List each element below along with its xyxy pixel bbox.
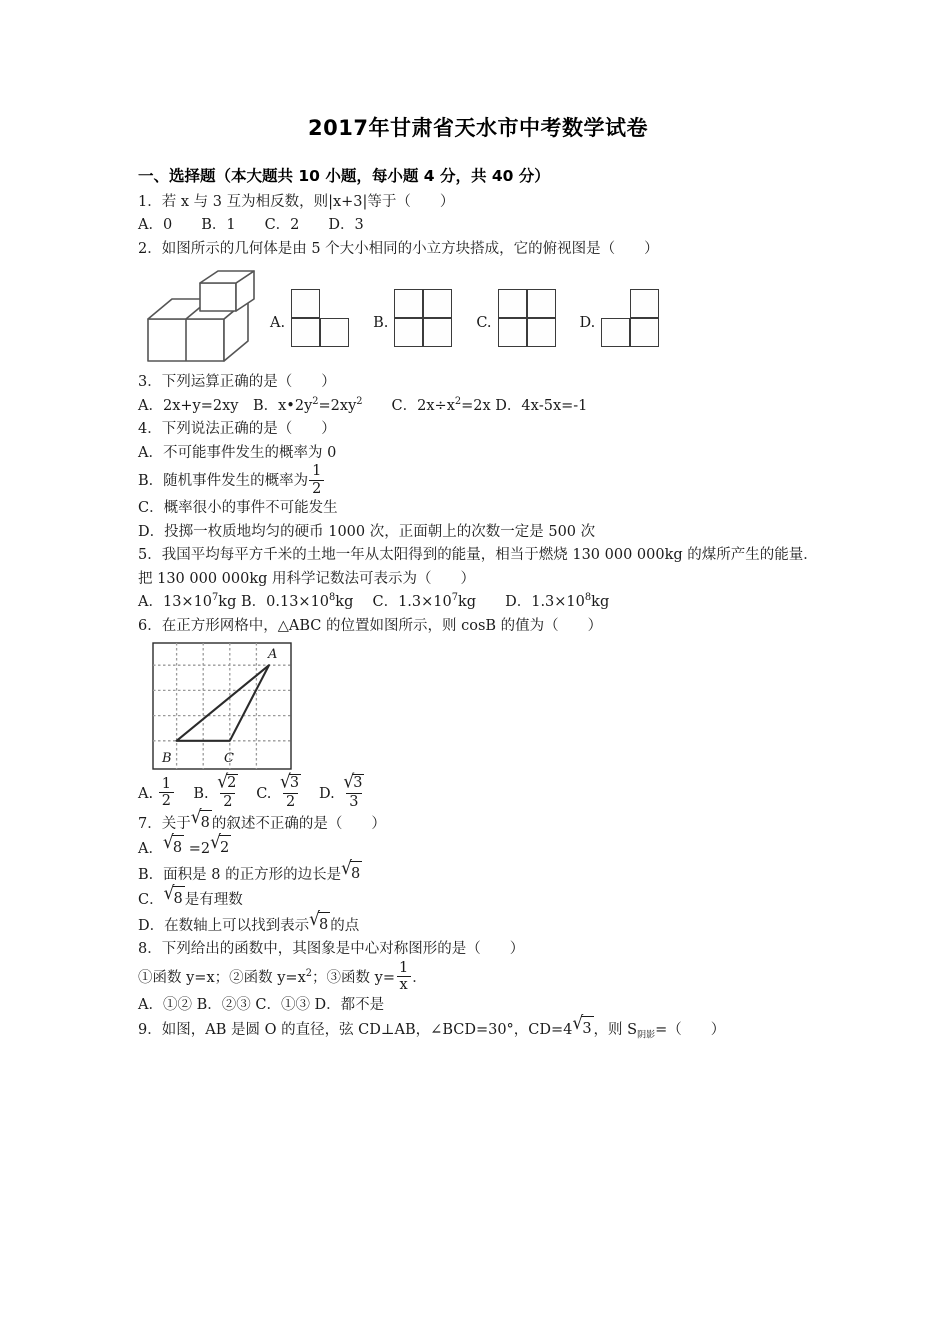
- q7-opt-d-tail: 的点: [330, 917, 360, 934]
- q8-func-mid: ；③函数 y=: [312, 969, 395, 986]
- fraction-numerator: [277, 771, 304, 794]
- q9-stem-pre: 如图，AB 是圆 O 的直径，弦 CD⊥AB，∠BCD=30°，CD=4: [161, 1022, 573, 1039]
- q6-opt-b-label: B.: [193, 785, 209, 802]
- radicand: 3: [353, 775, 363, 792]
- grid-cell-top-right: [630, 289, 659, 318]
- q4-number: 4．: [138, 421, 162, 438]
- fraction-c: [277, 771, 304, 811]
- question-3-options: [138, 395, 818, 418]
- q8-stem-text: 下列给出的函数中，其图象是中心对称图形的是（ ）: [161, 941, 525, 958]
- q7-opt-c-label: C．: [138, 892, 164, 909]
- fraction-d: [340, 771, 367, 811]
- grid-cell-bottom-left: [291, 318, 320, 347]
- q5-option-d: D．1.3×10: [490, 594, 585, 611]
- q5-opt-a-unit: kg: [218, 594, 237, 611]
- radical-sign: √: [217, 771, 229, 794]
- q5-opt-c-exponent: 7: [451, 592, 459, 604]
- q7-opt-d-label: D．: [138, 917, 165, 934]
- fraction-numerator: 1: [161, 775, 171, 792]
- q2-option-c-grid: [498, 289, 556, 347]
- grid-cell-bottom-right: [320, 318, 349, 347]
- cube-stack-figure: [144, 267, 264, 371]
- q7-stem-post: 的叙述不正确的是（ ）: [211, 815, 386, 832]
- grid-cell-bottom-left: [601, 318, 630, 347]
- fraction-numerator: [340, 771, 367, 794]
- fraction-denominator: 2: [159, 792, 174, 809]
- question-9-stem: [138, 1013, 818, 1042]
- q2-stem-text: 如图所示的几何体是由 5 个大小相同的小立方块搭成，它的俯视图是（ ）: [161, 240, 659, 257]
- q3-opt-c-exponent: 2: [454, 396, 462, 408]
- q3-opt-a-exponent-2: 2: [356, 396, 363, 408]
- question-7-option-c: [138, 883, 818, 912]
- q3-stem-text: 下列运算正确的是（ ）: [161, 374, 336, 391]
- q2-option-d[interactable]: [580, 289, 660, 347]
- vertex-label-a: A: [268, 647, 278, 663]
- radicand: 3: [289, 775, 300, 792]
- q6-number: 6．: [138, 617, 162, 634]
- q5-option-c: C．1.3×10: [367, 594, 452, 611]
- q4-opt-b-text: B．随机事件发生的概率为: [138, 473, 309, 490]
- grid-cell-top-left: [291, 289, 320, 318]
- question-4-option-d: D．投掷一枚质地均匀的硬币 1000 次，正面朝上的次数一定是 500 次: [138, 523, 596, 540]
- q5-opt-d-exponent: 8: [584, 592, 592, 604]
- radical-icon: [162, 832, 184, 860]
- q6-option-b[interactable]: [193, 771, 242, 811]
- page-content: [138, 112, 818, 1057]
- fraction-one-over-x: [396, 961, 411, 993]
- q7-opt-b-text: 面积是 8 的正方形的边长是: [163, 866, 342, 883]
- question-6-stem: [138, 615, 818, 638]
- radical-sign: √: [341, 857, 353, 880]
- radical-sign: √: [210, 832, 222, 854]
- q2-option-d-grid: [601, 289, 659, 347]
- fraction-numerator: [214, 771, 241, 794]
- question-8-function-list: [138, 959, 818, 994]
- question-3-stem: [138, 371, 818, 394]
- question-7-option-b: [138, 857, 818, 887]
- fraction-b: [214, 771, 241, 811]
- vertex-label-b: B: [162, 751, 172, 767]
- fraction-denominator: 2: [283, 793, 298, 810]
- q5-number: 5．: [138, 547, 162, 564]
- question-6-figure: [152, 642, 292, 774]
- radical-icon: [163, 883, 185, 911]
- radical-icon: [572, 1013, 593, 1041]
- q6-option-a[interactable]: [138, 775, 175, 810]
- grid-cell-top-left: [498, 289, 527, 318]
- q7-stem-pre: 关于: [161, 815, 191, 832]
- radical-sign: √: [162, 832, 174, 854]
- q9-stem-post: =（ ）: [655, 1022, 726, 1039]
- q3-opt-a-mid: =2xy: [318, 397, 357, 414]
- grid-cell-bottom-right: [423, 318, 452, 347]
- radicand: 8: [318, 912, 330, 937]
- q7-opt-a-mid: =2: [184, 841, 211, 858]
- q7-number: 7．: [138, 815, 162, 832]
- radical-icon: [190, 806, 212, 835]
- radicand: 8: [200, 810, 212, 835]
- radicand: 2: [227, 775, 237, 792]
- q9-number: 9．: [138, 1022, 162, 1039]
- grid-cell-bottom-left: [394, 318, 423, 347]
- q7-opt-b-label: B．: [138, 866, 164, 883]
- q3-opt-a-exponent-1: 2: [312, 396, 319, 408]
- vertex-label-c: C: [224, 751, 234, 767]
- q7-opt-a-label: A．: [138, 841, 163, 858]
- radical-sign: √: [309, 908, 321, 931]
- q2-option-c[interactable]: [476, 289, 555, 347]
- radicand: 2: [219, 835, 231, 860]
- grid-cell-top-right: [527, 289, 556, 318]
- q6-option-c[interactable]: [256, 771, 305, 811]
- question-2-option-grids: [270, 289, 683, 347]
- question-4-option-a: A．不可能事件发生的概率为 0: [138, 444, 337, 461]
- q3-opt-cd-tail: =2x D．4x‐5x=‐1: [461, 397, 588, 414]
- radical-icon: [217, 771, 238, 794]
- grid-cell-bottom-left: [498, 318, 527, 347]
- question-7-option-d: [138, 908, 818, 938]
- fraction-a: [159, 777, 174, 809]
- q5-option-a: A．13×10: [138, 594, 213, 611]
- q5-opt-b-exponent: 8: [329, 592, 336, 604]
- q9-stem-mid: ，则 S: [593, 1022, 638, 1039]
- radical-icon: [309, 908, 330, 937]
- question-5-stem: [138, 544, 818, 591]
- radical-icon: [341, 857, 362, 886]
- question-4-option-b: [138, 465, 818, 497]
- q2-number: 2．: [138, 240, 162, 257]
- q1-stem-before: 若 x 与 3 互为相反数，则: [161, 194, 329, 210]
- question-4-stem: [138, 418, 818, 441]
- question-1-stem: [138, 191, 818, 214]
- radicand: 8: [172, 835, 184, 860]
- radical-icon: [343, 771, 364, 794]
- q2-option-b-grid: [394, 289, 452, 347]
- q2-option-b-label: B.: [373, 315, 389, 332]
- q5-opt-d-unit: kg: [591, 594, 610, 611]
- question-4-option-c: C．概率很小的事件不可能发生: [138, 500, 338, 517]
- radicand: 8: [173, 886, 185, 911]
- question-1-options: A．0 B．1 C．2 D．3: [138, 217, 364, 234]
- fraction-denominator: 2: [309, 480, 324, 497]
- q7-opt-c-text: 是有理数: [184, 892, 243, 909]
- q8-func-post: ．: [412, 969, 427, 986]
- q2-option-d-label: D.: [579, 315, 596, 332]
- fraction-denominator: 3: [346, 793, 361, 810]
- q6-opt-d-label: D.: [318, 785, 335, 802]
- q2-option-a-label: A.: [270, 315, 286, 332]
- q2-option-a[interactable]: [270, 289, 349, 347]
- q9-subscript: 阴影: [637, 1030, 656, 1041]
- q2-option-c-label: C.: [476, 315, 492, 332]
- section-heading: 一、选择题（本大题共 10 小题，每小题 4 分，共 40 分）: [138, 167, 550, 185]
- question-8-options: A．①② B．②③ C．①③ D．都不是: [138, 996, 385, 1013]
- q8-func-pre: ①函数 y=x；②函数 y=x: [138, 969, 306, 986]
- q8-number: 8．: [138, 941, 162, 958]
- q3-option-c: C．2x÷x: [362, 397, 455, 414]
- question-8-stem: [138, 938, 818, 961]
- q5-opt-b-unit: kg: [335, 594, 368, 611]
- q6-stem-text: 在正方形网格中，△ABC 的位置如图所示，则 cosB 的值为（ ）: [161, 617, 603, 634]
- fraction-numerator: 1: [398, 959, 409, 976]
- q5-opt-c-unit: kg: [458, 594, 491, 611]
- radical-sign: √: [280, 771, 291, 794]
- q3-number: 3．: [138, 374, 162, 391]
- radical-sign: √: [572, 1013, 584, 1035]
- cube-stack-svg: [144, 267, 264, 367]
- q1-stem-after: 等于（ ）: [367, 194, 455, 210]
- q2-option-a-grid: [291, 289, 349, 347]
- grid-triangle-svg: [152, 642, 292, 774]
- question-7-stem: [138, 806, 818, 836]
- radical-sign: √: [343, 771, 355, 794]
- q6-opt-c-label: C.: [256, 785, 272, 802]
- question-2-figure-row: [138, 267, 818, 367]
- bottom-spacer: [138, 1043, 818, 1057]
- q1-number: 1．: [138, 194, 162, 210]
- question-2-stem: [138, 238, 818, 261]
- fraction-denominator: 2: [220, 793, 235, 810]
- question-7-option-a: [138, 832, 818, 861]
- grid-cell-bottom-right: [630, 318, 659, 347]
- q5-stem-text: 我国平均每平方千米的土地一年从太阳得到的能量，相当于燃烧 130 000 000kg 的煤所产生的能量．把 130 000 000kg 用科学记数法可表示为（ ）: [138, 547, 818, 587]
- radical-icon: [210, 832, 231, 860]
- question-5-options: [138, 591, 818, 614]
- grid-cell-top-right: [423, 289, 452, 318]
- page-title: 2017年甘肃省天水市中考数学试卷: [308, 116, 648, 140]
- grid-cell-top-left: [394, 289, 423, 318]
- q5-opt-a-exponent: 7: [212, 592, 219, 604]
- question-6-options: [138, 771, 818, 811]
- q3-option-a: A．2x+y=2xy B．x•2y: [138, 397, 313, 414]
- q5-option-b: B．0.13×10: [236, 594, 330, 611]
- fraction-one-half: [309, 464, 324, 496]
- q8-exponent: 2: [305, 967, 313, 979]
- q7-opt-d-text: 在数轴上可以找到表示: [164, 917, 310, 934]
- radical-sign: √: [190, 806, 202, 829]
- radical-icon: [280, 771, 301, 794]
- q6-opt-a-label: A.: [138, 785, 154, 802]
- q4-stem-text: 下列说法正确的是（ ）: [161, 421, 336, 438]
- grid-cell-bottom-right: [527, 318, 556, 347]
- radicand: 8: [350, 861, 362, 886]
- radical-sign: √: [163, 883, 175, 905]
- q1-stem-expression: |x+3|: [328, 194, 368, 210]
- radicand: 3: [581, 1016, 593, 1041]
- q6-option-d[interactable]: [318, 771, 368, 811]
- fraction-numerator: 1: [312, 463, 322, 480]
- q2-option-b[interactable]: [373, 289, 452, 347]
- fraction-denominator: x: [397, 976, 411, 993]
